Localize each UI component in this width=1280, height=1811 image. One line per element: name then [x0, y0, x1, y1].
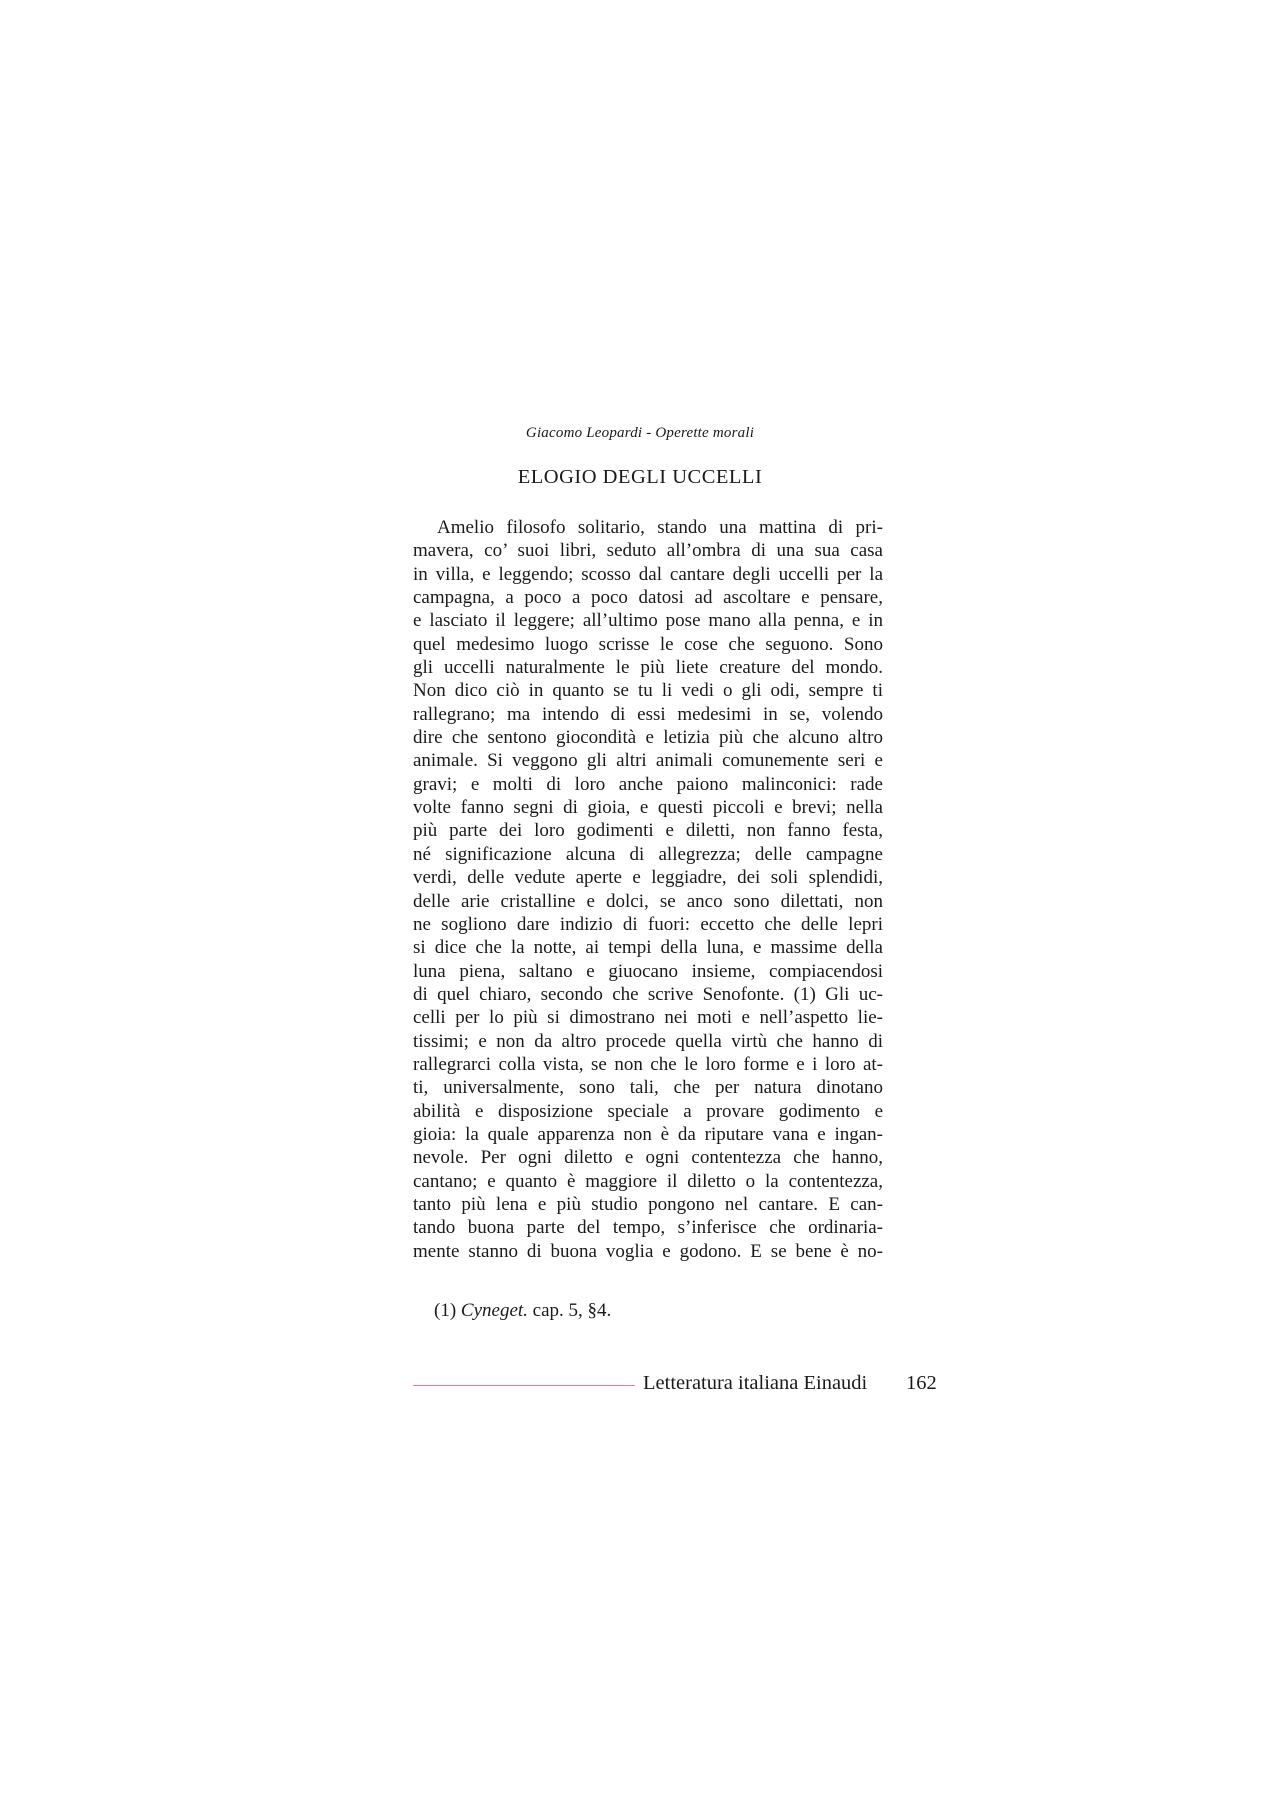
body-line: campagna, a poco a poco datosi ad ascoltare e pensare, — [413, 587, 883, 609]
body-line: né significazione alcuna di allegrezza; delle campagne — [413, 843, 883, 865]
body-line: delle arie cristalline e dolci, se anco sono dilettati, non — [413, 890, 883, 912]
body-line: ti, universalmente, sono tali, che per natura dinotano — [413, 1077, 883, 1099]
body-line: cantano; e quanto è maggiore il diletto o la contentezza, — [413, 1170, 883, 1192]
footer-publisher: Letteratura italiana Einaudi — [643, 1372, 868, 1394]
chapter-title: ELOGIO DEGLI UCCELLI — [517, 466, 763, 488]
running-head: Giacomo Leopardi - Operette morali — [525, 425, 755, 441]
body-line: mente stanno di buona voglia e godono. E se bene è no- — [413, 1240, 883, 1262]
footer-rule — [413, 1385, 635, 1386]
body-line: tando buona parte del tempo, s’inferisce che ordinaria- — [413, 1217, 883, 1239]
footnote-marker: (1) — [434, 1300, 457, 1321]
footnote-work-title: Cyneget. — [460, 1300, 528, 1321]
body-line: Non dico ciò in quanto se tu li vedi o gli odi, sempre ti — [413, 680, 883, 702]
body-line: volte fanno segni di gioia, e questi piccoli e brevi; nella — [413, 797, 883, 819]
body-line: tanto più lena e più studio pongono nel cantare. E can- — [413, 1193, 883, 1215]
body-line: celli per lo più si dimostrano nei moti e nell’aspetto lie- — [413, 1007, 883, 1029]
footnote-reference: cap. 5, §4. — [532, 1300, 612, 1321]
body-line: tissimi; e non da altro procede quella virtù che hanno di — [413, 1030, 883, 1052]
body-line: animale. Si veggono gli altri animali comunemente seri e — [413, 750, 883, 772]
body-line: ne sogliono dare indizio di fuori: eccetto che delle lepri — [413, 913, 883, 935]
body-line: rallegrarci colla vista, se non che le loro forme e i loro at- — [413, 1053, 883, 1075]
body-line: si dice che la notte, ai tempi della luna, e massime della — [413, 937, 883, 959]
body-line: di quel chiaro, secondo che scrive Senofonte. (1) Gli uc- — [413, 983, 883, 1005]
body-line: dire che sentono giocondità e letizia più che alcuno altro — [413, 727, 883, 749]
footnote — [434, 1300, 611, 1322]
body-line: gravi; e molti di loro anche paiono malinconici: rade — [413, 773, 883, 795]
body-line: mavera, co’ suoi libri, seduto all’ombra di una sua casa — [413, 540, 883, 562]
body-line: verdi, delle vedute aperte e leggiadre, dei soli splendidi, — [413, 867, 883, 889]
body-line: quel medesimo luogo scrisse le cose che seguono. Sono — [413, 633, 883, 655]
body-line: in villa, e leggendo; scosso dal cantare degli uccelli per la — [413, 563, 883, 585]
body-text — [413, 516, 883, 1263]
page-number: 162 — [906, 1372, 937, 1394]
body-line: gli uccelli naturalmente le più liete creature del mondo. — [413, 657, 883, 679]
body-line: più parte dei loro godimenti e diletti, non fanno festa, — [413, 820, 883, 842]
body-line: rallegrano; ma intendo di essi medesimi in se, volendo — [413, 703, 883, 725]
body-line: abilità e disposizione speciale a provare godimento e — [413, 1100, 883, 1122]
body-line: Amelio filosofo solitario, stando una mattina di pri- — [437, 517, 883, 538]
body-line: e lasciato il leggere; all’ultimo pose mano alla penna, e in — [413, 610, 883, 632]
body-line: gioia: la quale apparenza non è da riputare vana e ingan- — [413, 1123, 883, 1145]
body-line: luna piena, saltano e giuocano insieme, compiacendosi — [413, 960, 883, 982]
body-line: nevole. Per ogni diletto e ogni contentezza che hanno, — [413, 1147, 883, 1169]
